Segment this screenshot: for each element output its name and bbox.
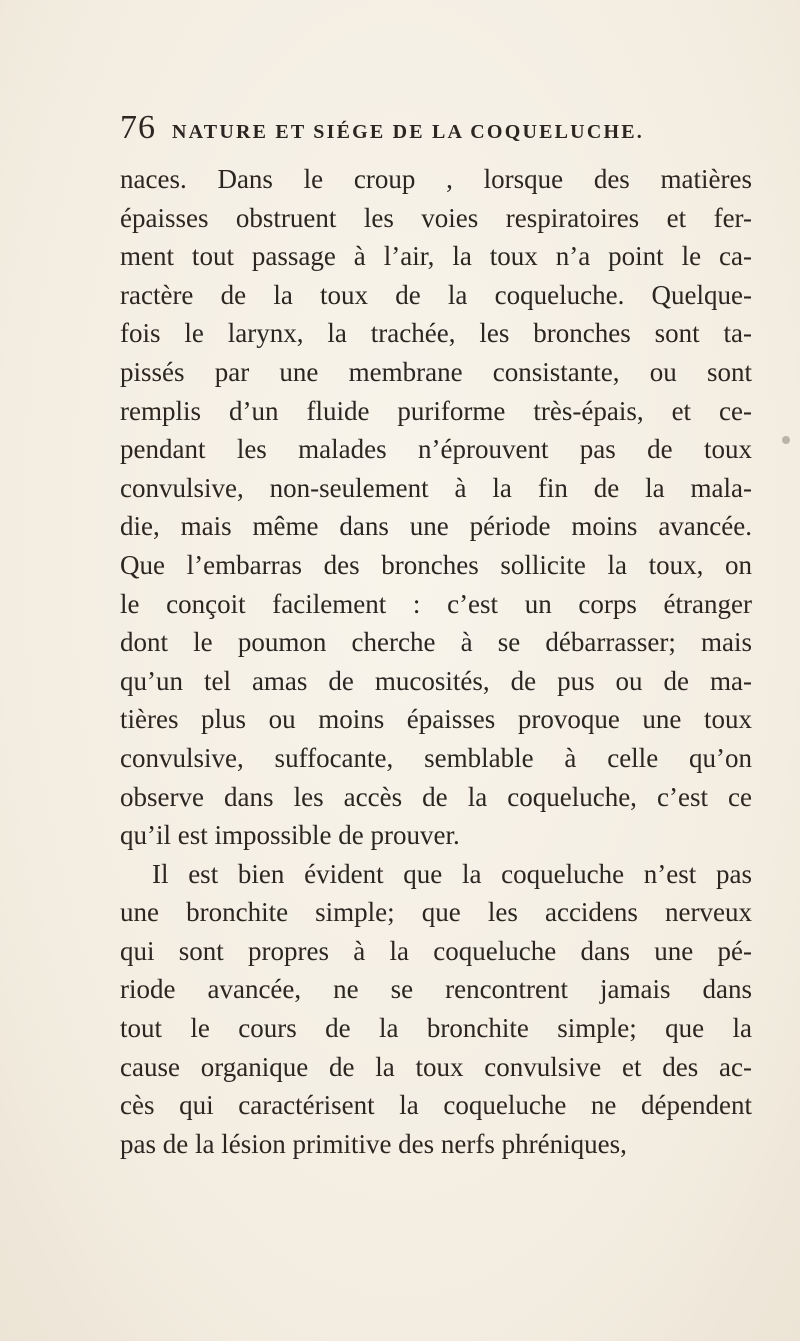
text-line: qu’un tel amas de mucosités, de pus ou de ma-: [120, 665, 752, 696]
text-line: tout le cours de la bronchite simple; que la: [120, 1013, 752, 1044]
text-line: naces. Dans le croup , lorsque des matières: [120, 164, 752, 194]
text-line: ment tout passage à l’air, la toux n’a point le ca-: [120, 241, 752, 272]
page-header: [120, 108, 740, 148]
text-line: pas de la lésion primitive des nerfs phréniques,: [120, 1128, 627, 1159]
text-line: ractère de la toux de la coqueluche. Quelque-: [120, 279, 752, 310]
paper-spot: [782, 436, 790, 444]
body-text: [120, 160, 752, 1163]
text-line: riode avancée, ne se rencontrent jamais dans: [120, 974, 752, 1005]
text-line: observe dans les accès de la coqueluche, c’est ce: [120, 781, 752, 812]
text-line: remplis d’un fluide puriforme très-épais, et ce-: [120, 395, 752, 426]
page-number: 76: [120, 109, 156, 146]
text-line: fois le larynx, la trachée, les bronches sont ta-: [120, 318, 752, 349]
text-line: qu’il est impossible de prouver.: [120, 820, 460, 851]
text-line: cause organique de la toux convulsive et des ac-: [120, 1051, 752, 1082]
text-line: convulsive, non-seulement à la fin de la mala-: [120, 472, 752, 503]
text-line: une bronchite simple; que les accidens nerveux: [120, 897, 752, 928]
text-line: qui sont propres à la coqueluche dans une pé-: [120, 935, 752, 966]
text-line: Que l’embarras des bronches sollicite la toux, on: [120, 549, 752, 580]
text-line: le conçoit facilement : c’est un corps étranger: [120, 588, 752, 619]
text-line: dont le poumon cherche à se débarrasser; mais: [120, 627, 752, 658]
running-head: NATURE ET SIÉGE DE LA COQUELUCHE.: [172, 121, 644, 143]
text-line: cès qui caractérisent la coqueluche ne dépendent: [120, 1090, 752, 1121]
text-line: tières plus ou moins épaisses provoque une toux: [120, 704, 752, 735]
text-line: die, mais même dans une période moins avancée.: [120, 511, 752, 542]
text-line: pissés par une membrane consistante, ou sont: [120, 356, 752, 387]
text-line: épaisses obstruent les voies respiratoires et fer-: [120, 202, 752, 233]
paper-spot: [599, 797, 602, 800]
text-line: Il est bien évident que la coqueluche n’est pas: [152, 858, 752, 889]
text-line: convulsive, suffocante, semblable à celle qu’on: [120, 742, 752, 773]
text-line: pendant les malades n’éprouvent pas de toux: [120, 434, 752, 465]
